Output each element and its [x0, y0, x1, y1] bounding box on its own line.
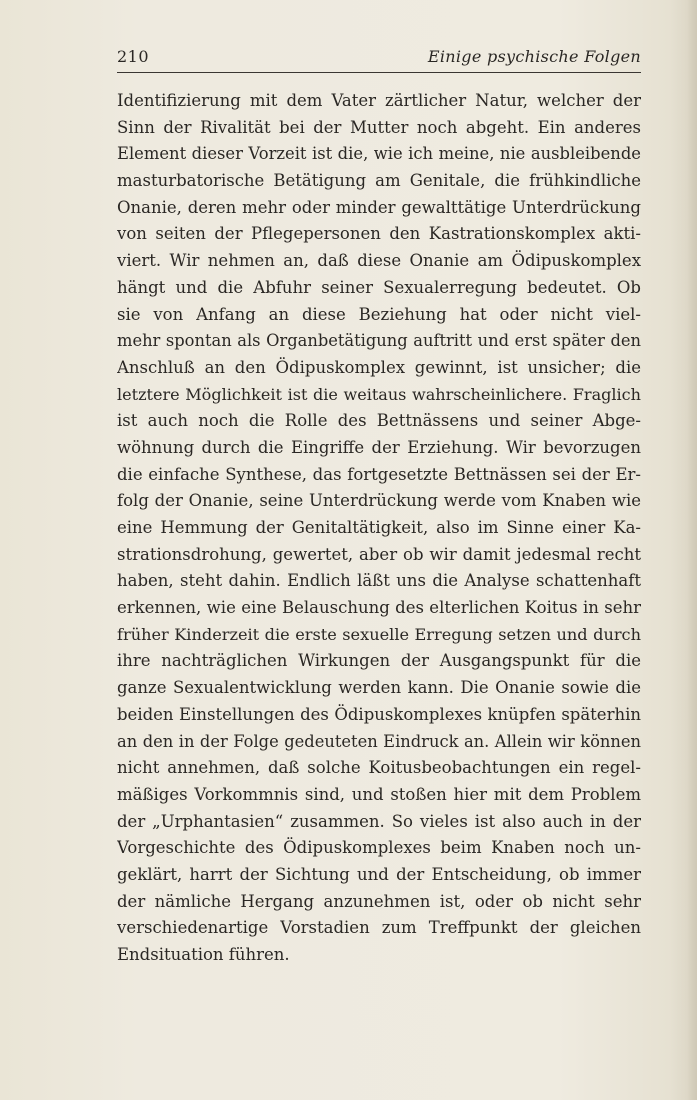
text-line: die einfache Synthese, das fortgesetzte Bettnässen sei der Er- [117, 464, 641, 484]
page-header [117, 47, 641, 71]
text-line: verschiedenartige Vorstadien zum Treffpunkt der gleichen [117, 918, 641, 938]
text-line: nicht annehmen, daß solche Koitusbeobachtungen ein regel- [117, 758, 641, 778]
text-line: Endsituation führen. [117, 945, 290, 964]
text-line: an den in der Folge gedeuteten Eindruck an. Allein wir können [117, 731, 641, 751]
text-line: sie von Anfang an diese Beziehung hat oder nicht viel- [117, 304, 641, 324]
text-line: strationsdrohung, gewertet, aber ob wir damit jedesmal recht [117, 544, 641, 564]
text-line: erkennen, wie eine Belauschung des elterlichen Koitus in sehr [117, 598, 641, 618]
text-line: haben, steht dahin. Endlich läßt uns die Analyse schattenhaft [117, 571, 641, 591]
text-line: von seiten der Pflegepersonen den Kastrationskomplex akti- [117, 224, 641, 244]
text-line: Anschluß an den Ödipuskomplex gewinnt, ist unsicher; die [117, 357, 641, 377]
body-paragraph [117, 88, 641, 969]
text-line: Element dieser Vorzeit ist die, wie ich meine, nie ausbleibende [117, 144, 641, 164]
text-line: Identifizierung mit dem Vater zärtlicher Natur, welcher der [117, 91, 641, 110]
text-line: früher Kinderzeit die erste sexuelle Erregung setzen und durch [117, 624, 641, 644]
text-line: der „Urphantasien“ zusammen. So vieles ist also auch in der [117, 811, 641, 831]
text-line: ihre nachträglichen Wirkungen der Ausgangspunkt für die [117, 651, 641, 671]
text-line: mehr spontan als Organbetätigung auftritt und erst später den [117, 331, 641, 351]
text-line: Onanie, deren mehr oder minder gewalttätige Unterdrückung [117, 197, 641, 217]
text-line: wöhnung durch die Eingriffe der Erziehung. Wir bevorzugen [117, 437, 641, 457]
text-line: beiden Einstellungen des Ödipuskomplexes knüpfen späterhin [117, 704, 641, 724]
text-line: mäßiges Vorkommnis sind, und stoßen hier mit dem Problem [117, 784, 641, 804]
text-line: letztere Möglichkeit ist die weitaus wahrscheinlichere. Fraglich [117, 384, 641, 404]
header-rule [117, 72, 641, 73]
text-line: hängt und die Abfuhr seiner Sexualerregung bedeutet. Ob [117, 277, 641, 297]
page-edge-shadow [687, 0, 697, 1100]
text-line: ist auch noch die Rolle des Bettnässens und seiner Abge- [117, 411, 641, 431]
text-line: ganze Sexualentwicklung werden kann. Die Onanie sowie die [117, 678, 641, 698]
page-number: 210 [117, 47, 150, 66]
text-line: der nämliche Hergang anzunehmen ist, oder ob nicht sehr [117, 891, 641, 911]
text-line: folg der Onanie, seine Unterdrückung werde vom Knaben wie [117, 491, 641, 511]
text-line: Sinn der Rivalität bei der Mutter noch abgeht. Ein anderes [117, 117, 641, 137]
text-line: viert. Wir nehmen an, daß diese Onanie am Ödipuskomplex [117, 251, 641, 271]
text-line: geklärt, harrt der Sichtung und der Entscheidung, ob immer [117, 864, 641, 884]
running-head: Einige psychische Folgen [427, 47, 641, 66]
text-line: eine Hemmung der Genitaltätigkeit, also im Sinne einer Ka- [117, 518, 641, 537]
text-line: Vorgeschichte des Ödipuskomplexes beim Knaben noch un- [117, 838, 641, 858]
text-line: masturbatorische Betätigung am Genitale, die frühkindliche [117, 171, 641, 191]
